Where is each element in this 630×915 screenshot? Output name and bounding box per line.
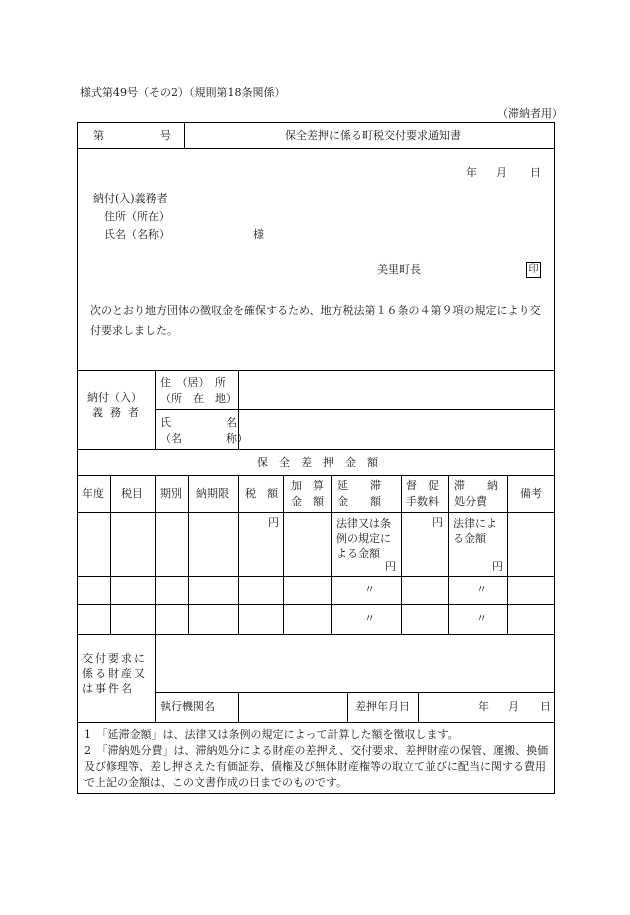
- obligor-name-label-1: 氏 名: [160, 416, 237, 429]
- rule: [283, 475, 284, 634]
- rule: [77, 512, 555, 513]
- column-header-disposal-cost: 滞 納 処分費: [454, 479, 498, 508]
- column-header-period: 期別: [160, 487, 182, 500]
- yen-unit: 円: [492, 560, 503, 573]
- yen-unit: 円: [268, 516, 279, 529]
- ditto-mark: 〃: [476, 583, 487, 596]
- rule: [77, 722, 555, 723]
- seizure-date-day: 日: [540, 700, 551, 713]
- column-header-additional-amount: 加 算 金 額: [291, 479, 324, 508]
- rule: [77, 634, 555, 635]
- ditto-mark: 〃: [364, 612, 375, 625]
- obligor-label-line1: 納付（入）: [87, 391, 142, 404]
- note-2: 2 「滞納処分費」は、滞納処分による財産の差押え、交付要求、差押財産の保管、運搬、換価及び修理等、差し押さえた有価証券、債権及び無体財産権等の取立て並びに配当に関する費用で上記の金額は、この文書作成の日までのものです。: [84, 744, 549, 789]
- yen-unit: 円: [432, 516, 443, 529]
- column-header-delay-amount: 延 滞 金 額: [337, 479, 381, 508]
- date-month: 月: [496, 166, 507, 179]
- seizure-date-label: 差押年月日: [355, 700, 410, 713]
- rule: [155, 692, 555, 693]
- column-header-due-date: 納期限: [196, 487, 229, 500]
- yen-unit: 円: [385, 560, 396, 573]
- rule: [331, 475, 332, 634]
- rule: [110, 475, 111, 634]
- seizure-date-month: 月: [508, 700, 519, 713]
- addressee-address-label: 住所（所在）: [104, 210, 170, 223]
- rule: [184, 122, 185, 149]
- amounts-section-title: 保 全 差 押 金 額: [257, 456, 378, 469]
- rule: [77, 604, 555, 605]
- column-header-tax-amount: 税 額: [245, 487, 278, 500]
- column-header-dunning-fee: 督 促 手数料: [406, 479, 439, 508]
- agency-label: 執行機関名: [160, 700, 215, 713]
- obligor-name-label-2: （名 称）: [160, 432, 248, 445]
- rule: [77, 449, 555, 450]
- form-subtitle: （滞納者用）: [497, 107, 563, 120]
- addressee-role: 納付(入)義務者: [93, 192, 168, 205]
- rule: [448, 475, 449, 634]
- column-header-tax-item: 税目: [121, 487, 143, 500]
- rule: [155, 370, 156, 450]
- ditto-mark: 〃: [476, 612, 487, 625]
- property-label: 交付要求に係る財産又は事件名: [82, 652, 147, 695]
- rule: [77, 370, 555, 371]
- rule: [155, 409, 555, 410]
- column-header-remarks: 備考: [520, 487, 542, 500]
- number-label-dai: 第: [93, 129, 104, 142]
- rule: [77, 475, 555, 476]
- column-header-year: 年度: [82, 487, 104, 500]
- rule: [155, 475, 156, 722]
- date-year: 年: [466, 166, 477, 179]
- rule: [507, 475, 508, 634]
- document-title: 保全差押に係る町税交付要求通知書: [285, 129, 461, 142]
- delay-amount-note: 法律又は条例の規定による金額: [336, 517, 391, 560]
- rule: [77, 148, 555, 149]
- number-label-go: 号: [160, 129, 171, 142]
- note-1: 1 「延滞金額」は、法律又は条例の規定によって計算した額を徴収します。: [84, 728, 459, 741]
- obligor-address-label-1: 住 （居） 所: [160, 376, 226, 389]
- rule: [238, 475, 239, 634]
- rule: [77, 576, 555, 577]
- rule: [238, 692, 239, 722]
- issuer-title: 美里町長: [377, 263, 421, 276]
- date-day: 日: [530, 166, 541, 179]
- seal-box: 印: [526, 262, 541, 278]
- disposal-cost-note: 法律による金額: [453, 517, 497, 545]
- notice-body: 次のとおり地方団体の徴収金を確保するため、地方税法第１６条の４第９項の規定により交付要求しました。: [90, 304, 541, 337]
- addressee-name-label: 氏名（名称）: [104, 228, 170, 241]
- form-number: 様式第49号（その2）（規則第18条関係）: [80, 86, 286, 99]
- addressee-honorific: 様: [253, 228, 264, 241]
- seizure-date-year: 年: [478, 700, 489, 713]
- rule: [188, 475, 189, 634]
- rule: [401, 475, 402, 634]
- obligor-address-label-2: （所 在 地）: [160, 392, 237, 405]
- obligor-label-line2: 義務者: [92, 406, 146, 419]
- rule: [418, 692, 419, 722]
- rule: [347, 692, 348, 722]
- ditto-mark: 〃: [364, 583, 375, 596]
